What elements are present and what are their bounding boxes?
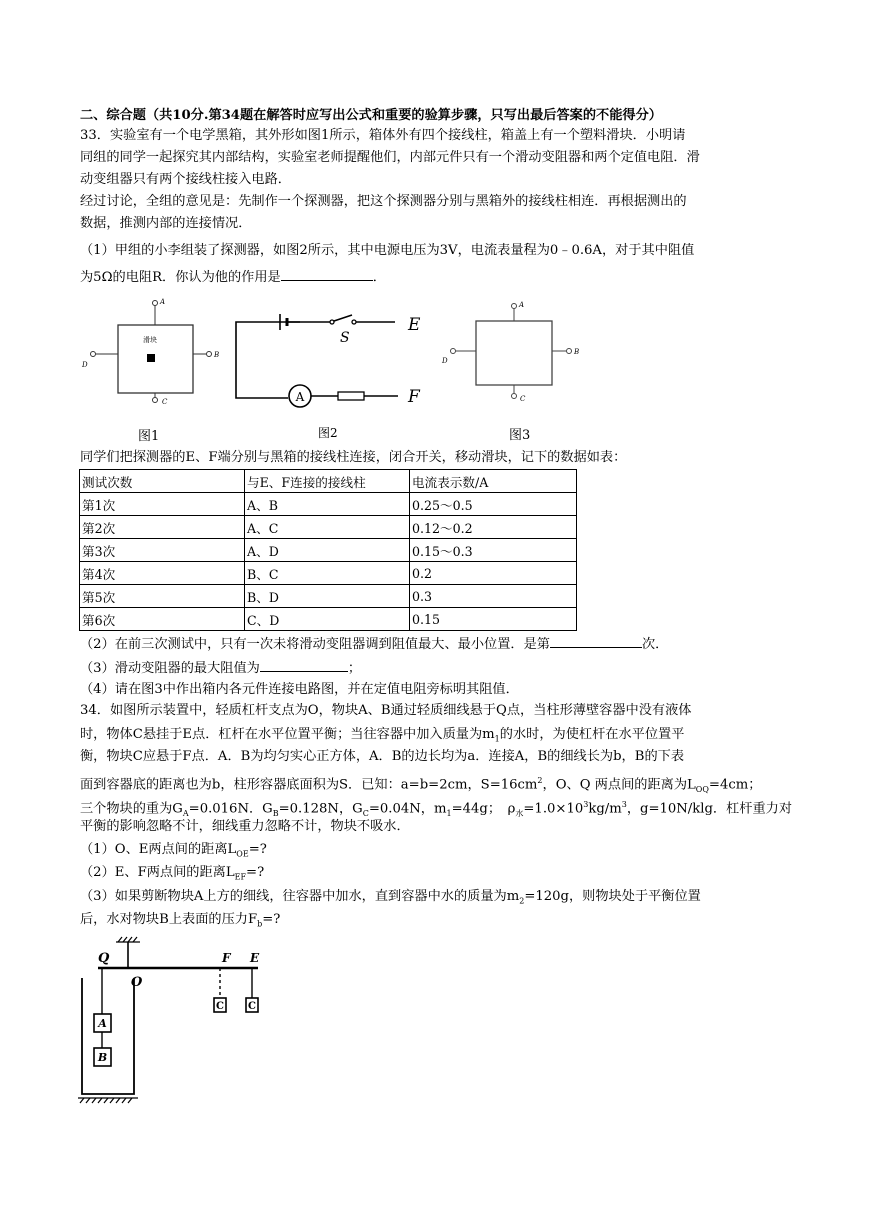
q34-subscript: OQ	[695, 785, 709, 795]
q34-sub-3-line-2	[80, 910, 280, 935]
table-cell: B、D	[245, 585, 410, 608]
q34-line-1: 34．如图所示装置中，轻质杠杆支点为O，物块A、B通过轻质细线悬于Q点，当柱形薄壁容器中没有液体	[80, 703, 692, 718]
table-row	[80, 608, 577, 631]
block-c-at-f-label: C	[216, 1001, 224, 1012]
q33-q2-text: （2）在前三次测试中，只有一次未将滑动变阻器调到阻值最大、最小位置．是第	[80, 637, 550, 652]
figure-2-caption: 图2	[318, 426, 338, 440]
terminal-e-label: E	[408, 315, 421, 335]
q34-line-6: 平衡的影响忽略不计，细线重力忽略不计，物块不吸水．	[80, 819, 410, 834]
q34-text: 的水时，为使杠杆在水平位置平	[499, 727, 685, 742]
figure-2-detector-circuit	[230, 300, 430, 420]
q34-text: （2）E、F两点间的距离L	[80, 865, 235, 880]
switch-blade	[334, 315, 352, 321]
q33-line-1: 33．实验室有一个电学黑箱，其外形如图1所示，箱体外有四个接线柱，箱盖上有一个塑料滑块．小明请	[80, 128, 686, 143]
table-header-row	[80, 470, 577, 493]
answer-blank-q33-1[interactable]	[281, 266, 373, 281]
point-o-label: O	[131, 975, 143, 990]
table-row	[80, 539, 577, 562]
q34-subscript: EF	[234, 872, 247, 882]
table-cell: 第6次	[80, 608, 245, 631]
q33-sub-2	[80, 633, 668, 655]
terminal-b-label: B	[214, 351, 220, 359]
table-row	[80, 516, 577, 539]
table-cell: 0.2	[410, 562, 577, 585]
table-cell: A、D	[245, 539, 410, 562]
q34-subscript: 1	[494, 734, 500, 744]
q33-line-3: 动变组器只有两个接线柱接入电路．	[80, 172, 291, 187]
answer-blank-q33-3[interactable]	[260, 657, 348, 672]
q34-subscript: 1	[446, 809, 452, 819]
q34-text: =1.0×10	[523, 801, 584, 817]
terminal-c-label: C	[520, 395, 526, 403]
figure-1-caption: 图1	[138, 429, 160, 444]
q33-sub-3	[80, 657, 361, 679]
table-intro: 同学们把探测器的E、F端分别与黑箱的接线柱连接，闭合开关，移动滑块，记下的数据如表：	[80, 450, 627, 465]
q34-text: ，O、Q 两点间的距离为L	[542, 777, 696, 793]
q34-subscript: A	[182, 809, 189, 819]
section-heading: 二、综合题（共10分.第34题在解答时应写出公式和重要的验算步骤，只写出最后答案的不能得分）	[80, 108, 662, 123]
q34-text: =44g； ρ	[451, 801, 516, 817]
q34-text: =120g，则物块处于平衡位置	[524, 889, 701, 904]
terminal-d-label: D	[442, 357, 448, 365]
q34-line-3: 衡，物块C应悬于F点．A．B为均匀实心正方体，A．B的边长均为a．连接A，B的细线长为b，B的下表	[80, 749, 685, 764]
figure-3-black-box-blank	[440, 295, 590, 425]
terminal-f-label: F	[408, 387, 420, 407]
q34-text: =4cm；	[708, 777, 762, 793]
terminal-c-label: C	[162, 398, 168, 406]
switch-label: S	[340, 330, 350, 346]
point-f-label: F	[222, 951, 231, 965]
table-row	[80, 562, 577, 585]
container	[82, 978, 134, 1094]
terminal-d-label: D	[82, 361, 88, 369]
point-e-label: E	[250, 951, 260, 965]
q34-line-2	[80, 725, 684, 750]
q34-sub-3	[80, 887, 701, 912]
q33-sub-4: （4）请在图3中作出箱内各元件连接电路图，并在定值电阻旁标明其阻值．	[80, 682, 519, 697]
q34-sub-1	[80, 840, 267, 865]
block-a-label: A	[98, 1017, 107, 1030]
q33-q3-text: （3）滑动变阻器的最大阻值为	[80, 661, 260, 676]
q34-subscript: b	[257, 919, 263, 929]
q34-text: =0.04N，m	[368, 801, 447, 817]
q34-text: =?	[246, 865, 265, 880]
q34-text: ，g=10N/klg．杠杆重力对	[626, 801, 793, 817]
q34-subscript: 2	[519, 896, 525, 906]
floor-hatch	[78, 1098, 138, 1103]
table-cell: 0.12～0.2	[410, 516, 577, 539]
table-cell: 第2次	[80, 516, 245, 539]
table-cell: 0.3	[410, 585, 577, 608]
q34-text: （3）如果剪断物块A上方的细线，往容器中加水，直到容器中水的质量为m	[80, 889, 520, 904]
answer-blank-q33-2[interactable]	[550, 633, 642, 648]
figure-3-caption: 图3	[509, 428, 531, 443]
q34-subscript: 水	[515, 809, 524, 819]
table-header-cell: 测试次数	[80, 470, 245, 493]
block-c-at-e-label: C	[248, 1001, 256, 1012]
q34-sub-2	[80, 863, 264, 888]
q34-text: 三个物块的重为G	[80, 801, 183, 817]
terminal-a-label: A	[519, 301, 525, 309]
q34-text: =?	[262, 912, 281, 927]
q33-line-6: （1）甲组的小李组装了探测器，如图2所示，其中电源电压为3V，电流表量程为0﹣0.6A，对于其中阻值	[80, 243, 695, 258]
slider-label: 滑块	[143, 336, 157, 344]
q34-text: （1）O、E两点间的距离L	[80, 842, 237, 857]
q34-subscript: B	[272, 809, 279, 819]
table-header-cell: 与E、F连接的接线柱	[245, 470, 410, 493]
q33-line-7	[80, 266, 386, 288]
table-cell: 第4次	[80, 562, 245, 585]
q33-line-4: 经过讨论，全组的意见是：先制作一个探测器，把这个探测器分别与黑箱外的接线柱相连．再根据测出的	[80, 194, 687, 209]
measurement-table	[79, 469, 577, 631]
q34-text: =?	[248, 842, 267, 857]
table-cell: A、C	[245, 516, 410, 539]
q34-text: =0.128N，G	[278, 801, 363, 817]
q33-line-2: 同组的同学一起探究其内部结构，实验室老师提醒他们，内部元件只有一个滑动变阻器和两个定值电阻．滑	[80, 150, 700, 165]
q33-line-5: 数据，推测内部的连接情况．	[80, 216, 252, 231]
table-cell: 0.15～0.3	[410, 539, 577, 562]
q34-superscript: 2	[537, 776, 543, 785]
table-cell: 0.25～0.5	[410, 493, 577, 516]
q34-superscript: 3	[621, 800, 627, 809]
figure-lever-container	[76, 934, 276, 1104]
table-cell: B、C	[245, 562, 410, 585]
terminal-a-label: A	[160, 298, 166, 306]
q34-subscript: OE	[236, 849, 249, 859]
table-cell: 0.15	[410, 608, 577, 631]
q34-subscript: C	[362, 809, 369, 819]
table-row	[80, 585, 577, 608]
table-row	[80, 493, 577, 516]
terminal-b-label: B	[574, 348, 580, 356]
q34-text: =0.016N．G	[188, 801, 273, 817]
resistor-r	[338, 392, 364, 400]
q34-text: 时，物体C悬挂于E点．杠杆在水平位置平衡；当往容器中加入质量为m	[80, 727, 495, 742]
table-cell: 第1次	[80, 493, 245, 516]
table-cell: C、D	[245, 608, 410, 631]
table-cell: A、B	[245, 493, 410, 516]
table-cell: 第3次	[80, 539, 245, 562]
figure-1-black-box	[80, 292, 230, 442]
q34-text: 后，水对物块B上表面的压力F	[80, 912, 258, 927]
block-b-label: B	[97, 1051, 108, 1064]
q33-q3-suffix: ；	[347, 661, 362, 676]
q34-text: 面到容器底的距离也为b，柱形容器底面积为S．已知：a=b=2cm，S=16cm	[80, 777, 538, 793]
q34-superscript: 3	[583, 800, 589, 809]
point-q-label: Q	[98, 951, 110, 966]
ceiling-hatch	[116, 937, 140, 942]
q33-q1-suffix: ．	[372, 270, 386, 285]
q34-text: kg/m	[588, 801, 622, 817]
table-header-cell: 电流表示数/A	[410, 470, 577, 493]
q33-q1-text: 为5Ω的电阻R．你认为他的作用是	[80, 270, 281, 285]
table-cell: 第5次	[80, 585, 245, 608]
slider-block	[147, 354, 155, 362]
box-outline	[476, 321, 552, 385]
q33-q2-suffix: 次．	[641, 637, 669, 652]
ammeter-label: A	[295, 390, 305, 404]
